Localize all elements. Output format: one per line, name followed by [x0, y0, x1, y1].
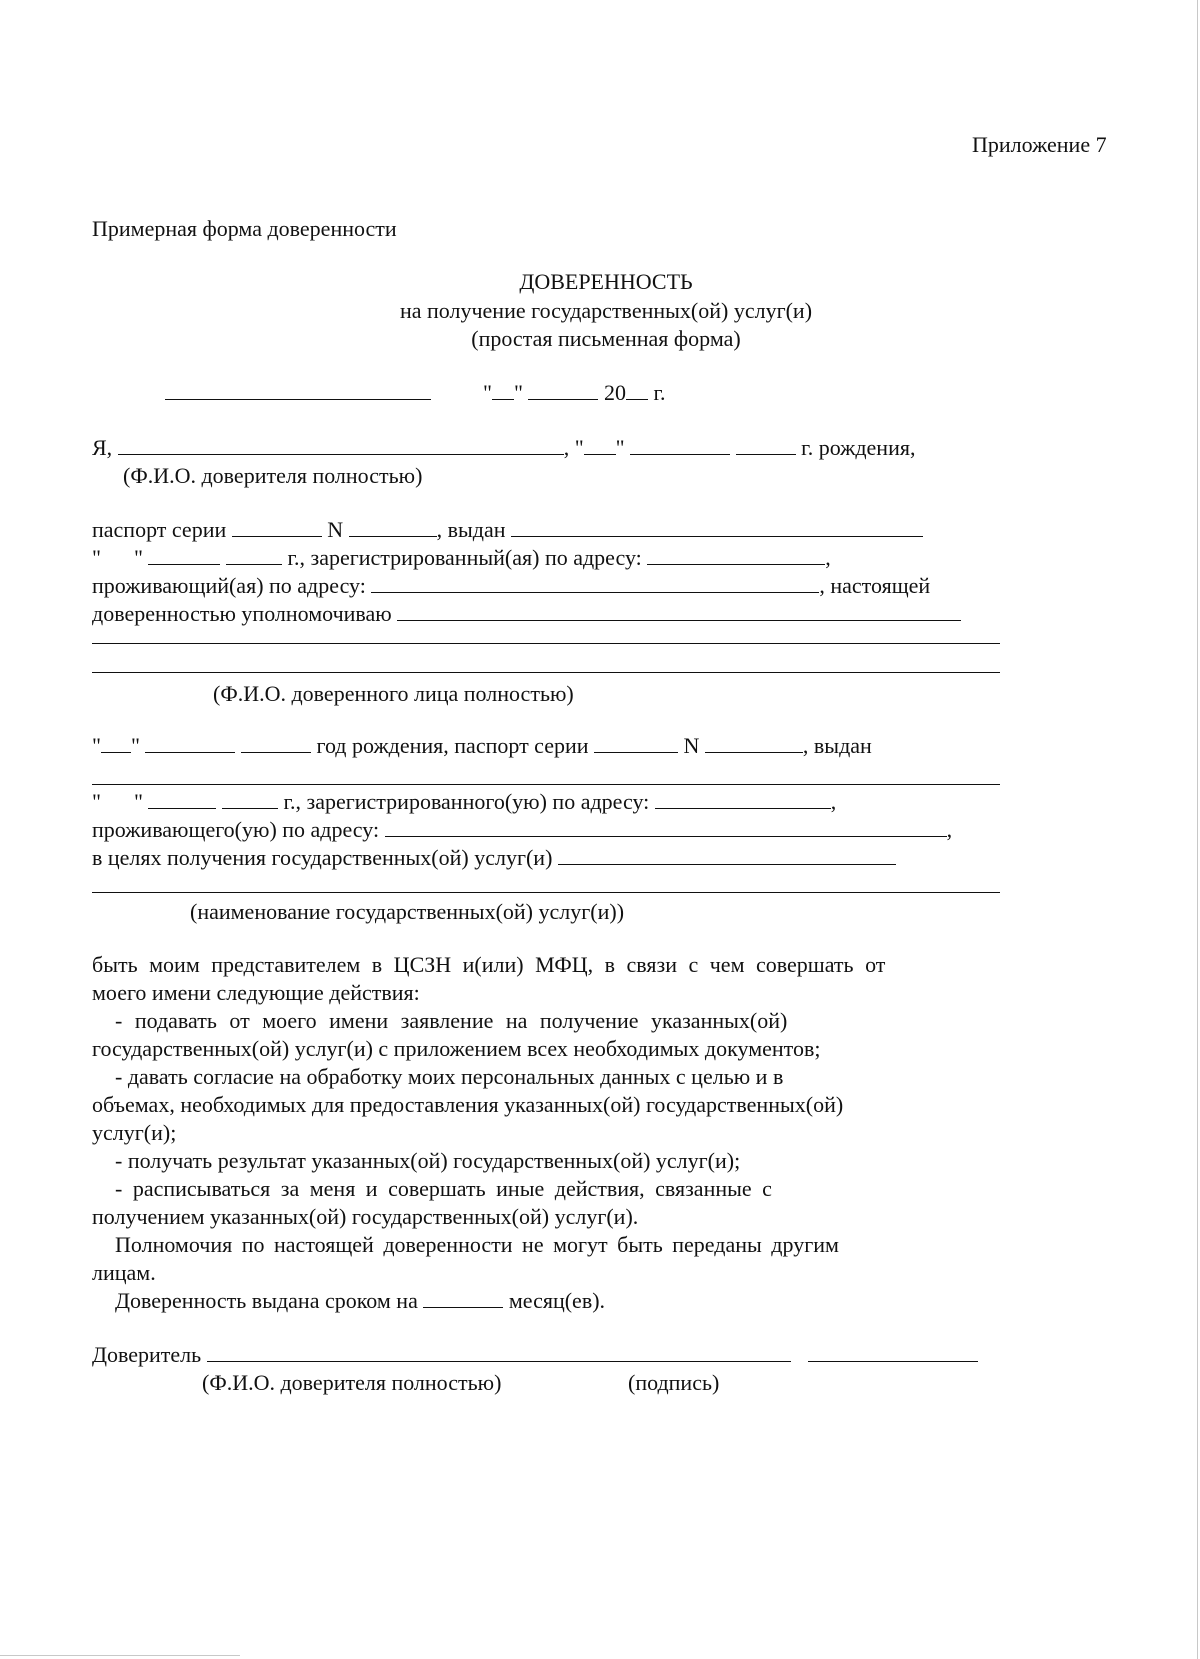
- principal-residence-line: проживающий(ая) по адресу: , настоящей: [92, 573, 931, 598]
- signature-line: Доверитель: [92, 1341, 978, 1368]
- body-line: услуг(и);: [92, 1120, 177, 1145]
- signature-sign-caption: (подпись): [628, 1370, 720, 1395]
- principal-line: Я, , " " г. рождения,: [92, 435, 916, 460]
- place-date-line: " " 20 г.: [165, 379, 666, 406]
- agent-fio-continuation-line-1[interactable]: [92, 643, 1000, 644]
- agent-residence-line: проживающего(ую) по адресу: ,: [92, 817, 953, 842]
- agent-issued-by-line[interactable]: [92, 784, 1000, 785]
- principal-birth-month-blank[interactable]: [630, 435, 730, 455]
- body-line: - расписываться за меня и совершать иные действия, связанные с: [115, 1176, 772, 1201]
- signature-fio-caption: (Ф.И.О. доверителя полностью): [202, 1370, 502, 1395]
- principal-fio-blank[interactable]: [118, 435, 564, 455]
- month-blank[interactable]: [528, 380, 598, 400]
- principal-birth-year-blank[interactable]: [736, 435, 796, 455]
- services-continuation-line[interactable]: [92, 892, 1000, 893]
- principal-registration-address-blank[interactable]: [647, 545, 825, 565]
- agent-passport-series-blank[interactable]: [594, 733, 678, 753]
- agent-birth-day-blank[interactable]: [101, 733, 131, 753]
- agent-issue-month-blank[interactable]: [148, 789, 216, 809]
- document-title: ДОВЕРЕННОСТЬ: [519, 269, 693, 294]
- document-subtitle: на получение государственных(ой) услуг(и): [399, 298, 813, 323]
- body-line: - подавать от моего имени заявление на получение указанных(ой): [115, 1008, 788, 1033]
- agent-fio-continuation-line-2[interactable]: [92, 672, 1000, 673]
- body-line: моего имени следующие действия:: [92, 980, 420, 1005]
- agent-passport-number-blank[interactable]: [705, 733, 803, 753]
- body-line: быть моим представителем в ЦСЗН и(или) МФЦ, в связи с чем совершать от: [92, 952, 886, 977]
- principal-signature-fio-blank[interactable]: [207, 1342, 791, 1362]
- agent-birth-month-blank[interactable]: [145, 733, 235, 753]
- agent-birth-year-blank[interactable]: [241, 733, 311, 753]
- principal-birth-day-blank[interactable]: [584, 435, 616, 455]
- scan-edge: [0, 1655, 240, 1656]
- term-line: Доверенность выдана сроком на месяц(ев).: [115, 1288, 606, 1313]
- principal-fio-caption: (Ф.И.О. доверителя полностью): [123, 463, 423, 488]
- principal-residence-address-blank[interactable]: [371, 573, 819, 593]
- body-line: получением указанных(ой) государственных(ой) услуг(и).: [92, 1204, 639, 1229]
- principal-passport-number-blank[interactable]: [349, 517, 437, 537]
- agent-registration-line: " " г., зарегистрированного(ую) по адресу: ,: [92, 789, 837, 814]
- principal-passport-line: паспорт серии N , выдан: [92, 516, 923, 543]
- day-blank[interactable]: [492, 380, 514, 400]
- term-months-blank[interactable]: [423, 1288, 503, 1308]
- appendix-label: Приложение 7: [972, 132, 1107, 157]
- purpose-line: в целях получения государственных(ой) услуг(и): [92, 844, 896, 871]
- year-blank[interactable]: [626, 380, 648, 400]
- body-line: лицам.: [92, 1260, 156, 1285]
- agent-residence-address-blank[interactable]: [385, 817, 947, 837]
- body-line: государственных(ой) услуг(и) с приложением всех необходимых документов;: [92, 1036, 821, 1061]
- body-line: объемах, необходимых для предоставления указанных(ой) государственных(ой): [92, 1092, 844, 1117]
- agent-fio-blank[interactable]: [397, 601, 961, 621]
- services-caption: (наименование государственных(ой) услуг(и)): [190, 899, 625, 924]
- authorize-line: доверенностью уполномочиваю: [92, 600, 961, 627]
- services-blank[interactable]: [558, 845, 896, 865]
- principal-issue-month-blank[interactable]: [148, 545, 220, 565]
- principal-passport-series-blank[interactable]: [232, 517, 322, 537]
- body-line: Полномочия по настоящей доверенности не могут быть переданы другим: [115, 1232, 839, 1257]
- principal-registration-line: " " г., зарегистрированный(ая) по адресу: ,: [92, 545, 831, 570]
- document-form-type: (простая письменная форма): [471, 326, 741, 351]
- form-caption: Примерная форма доверенности: [92, 216, 397, 241]
- body-line: - давать согласие на обработку моих персональных данных с целью и в: [115, 1064, 784, 1089]
- body-line: - получать результат указанных(ой) государственных(ой) услуг(и);: [115, 1148, 741, 1173]
- agent-issue-year-blank[interactable]: [222, 789, 278, 809]
- principal-issue-year-blank[interactable]: [226, 545, 282, 565]
- agent-registration-address-blank[interactable]: [655, 789, 831, 809]
- scan-edge: [1197, 0, 1198, 1659]
- place-blank[interactable]: [165, 380, 431, 400]
- principal-signature-blank[interactable]: [808, 1342, 978, 1362]
- principal-issued-by-blank[interactable]: [511, 517, 923, 537]
- agent-fio-caption: (Ф.И.О. доверенного лица полностью): [213, 681, 574, 706]
- agent-passport-line: " " год рождения, паспорт серии N , выдан: [92, 733, 872, 758]
